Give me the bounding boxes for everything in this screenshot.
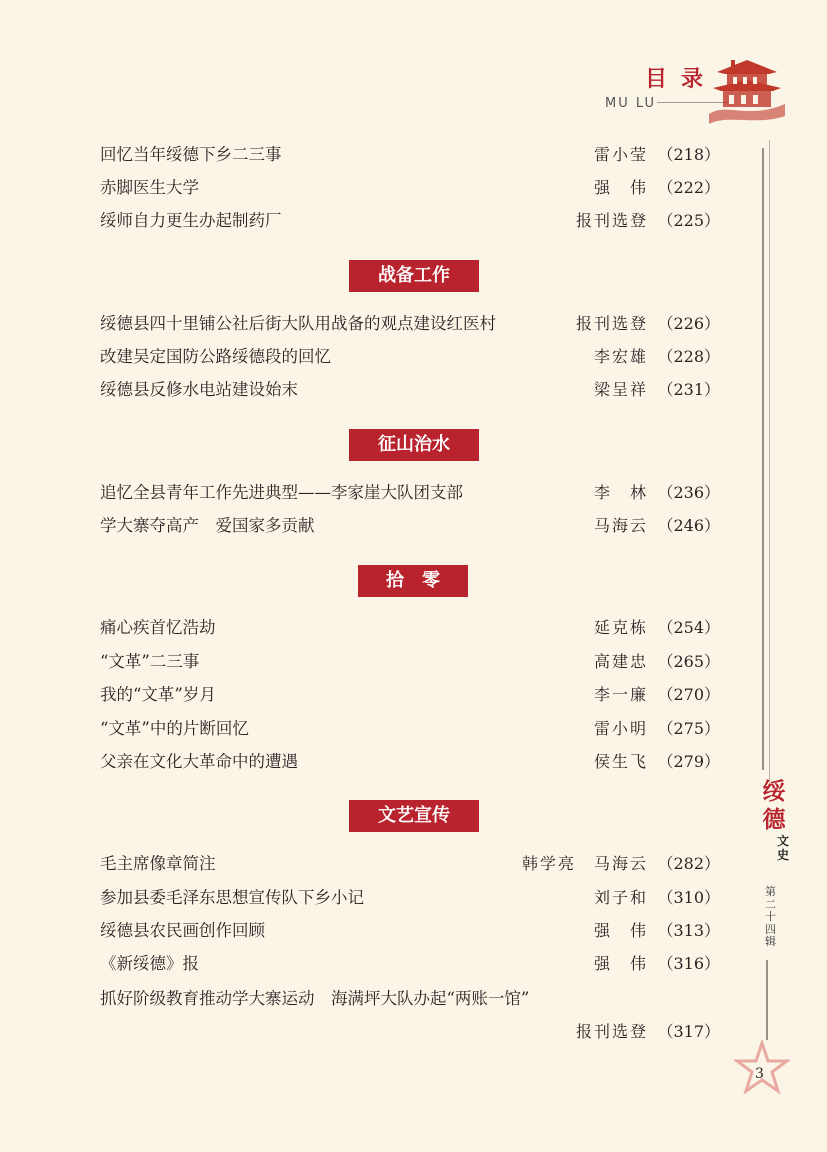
leader-dots — [217, 681, 593, 705]
toc-entry-page: （310） — [657, 887, 720, 907]
page-header — [605, 62, 805, 132]
toc-entry[interactable] — [100, 648, 720, 672]
leader-dots — [250, 715, 593, 739]
leader-dots — [365, 884, 593, 908]
toc-entry-title: 痛心疾首忆浩劫 — [100, 618, 216, 637]
toc-entry-title: 抓好阶级教育推动学大寨运动 海满坪大队办起“两账一馆” — [100, 989, 530, 1008]
book-title: 绥德 — [762, 778, 786, 833]
toc-entry[interactable] — [100, 310, 720, 334]
leader-dots — [464, 479, 593, 503]
toc-entry[interactable] — [100, 917, 720, 941]
leader-dots — [101, 1018, 575, 1042]
leader-dots — [299, 748, 593, 772]
toc-entry-author: 延克栋 — [593, 617, 648, 637]
margin-rule — [762, 148, 764, 770]
toc-entry-author: 高建忠 — [593, 651, 648, 671]
toc-entry[interactable] — [100, 950, 720, 974]
toc-entry-title: 学大寨夺高产 爱国家多贡献 — [100, 516, 315, 535]
toc-entry-page: （246） — [657, 515, 720, 535]
toc-entry-author: 报刊选登 — [575, 1021, 648, 1041]
leader-dots — [217, 614, 593, 638]
section-heading: 文艺宣传 — [349, 800, 479, 832]
leader-dots — [266, 917, 593, 941]
section-heading: 拾 零 — [358, 565, 468, 597]
toc-entry-title: “文革”中的片断回忆 — [100, 719, 249, 738]
toc-entry-page: （231） — [657, 379, 720, 399]
toc-entry-author: 强 伟 — [593, 920, 648, 940]
toc-entry-title: 回忆当年绥德下乡二三事 — [100, 145, 282, 164]
toc-entry-page: （225） — [657, 210, 720, 230]
leader-dots — [283, 207, 575, 231]
toc-entry-page: （317） — [657, 1021, 720, 1041]
toc-entry-continuation[interactable] — [100, 1018, 720, 1042]
toc-entry-author: 侯生飞 — [593, 751, 648, 771]
leader-dots — [283, 141, 593, 165]
toc-entry[interactable] — [100, 479, 720, 503]
leader-dots — [200, 648, 593, 672]
toc-entry-title: 追忆全县青年工作先进典型——李家崖大队团支部 — [100, 483, 463, 502]
toc-entry-page: （279） — [657, 751, 720, 771]
toc-entry-page: （313） — [657, 920, 720, 940]
toc-entry-title: 绥德县反修水电站建设始末 — [100, 380, 298, 399]
toc-entry-title: “文革”二三事 — [100, 652, 200, 671]
section-heading: 战备工作 — [349, 260, 479, 292]
toc-entry-title: 《新绥德》报 — [100, 954, 199, 973]
toc-entry[interactable] — [100, 884, 720, 908]
toc-entry-title: 参加县委毛泽东思想宣传队下乡小记 — [100, 888, 364, 907]
header-title: 目录 — [645, 66, 718, 92]
toc-entry-author: 报刊选登 — [575, 313, 648, 333]
toc-entry[interactable] — [100, 141, 720, 165]
toc-entry-page: （254） — [657, 617, 720, 637]
book-subtitle: 文史 — [777, 834, 790, 862]
leader-dots — [316, 512, 593, 536]
toc-entry[interactable] — [100, 376, 720, 400]
toc-entry-author: 李宏雄 — [593, 346, 648, 366]
toc-entry-page: （270） — [657, 684, 720, 704]
page-number: 3 — [755, 1066, 764, 1082]
leader-dots — [200, 174, 593, 198]
toc-entry[interactable] — [100, 207, 720, 231]
toc-entry[interactable] — [100, 512, 720, 536]
toc-entry-title: 改建吴定国防公路绥德段的回忆 — [100, 347, 331, 366]
toc-entry[interactable] — [100, 174, 720, 198]
toc-entry-page: （226） — [657, 313, 720, 333]
toc-entry-author: 雷小明 — [593, 718, 648, 738]
toc-entry-title: 赤脚医生大学 — [100, 178, 199, 197]
toc-entry-page: （236） — [657, 482, 720, 502]
toc-entry-page: （275） — [657, 718, 720, 738]
toc-entry-title: 绥德县农民画创作回顾 — [100, 921, 265, 940]
toc-entry-title: 父亲在文化大革命中的遭遇 — [100, 752, 298, 771]
toc-entry[interactable] — [100, 748, 720, 772]
toc-entry-page: （265） — [657, 651, 720, 671]
toc-entry[interactable] — [100, 850, 720, 874]
toc-entry-page: （316） — [657, 953, 720, 973]
toc-entry-page: （218） — [657, 144, 720, 164]
leader-dots — [217, 850, 521, 874]
leader-dots — [497, 310, 575, 334]
toc-entry[interactable] — [100, 614, 720, 638]
toc-entry-title: 绥德县四十里铺公社后街大队用战备的观点建设红医村 — [100, 314, 496, 333]
toc-entry-author: 梁呈祥 — [593, 379, 648, 399]
issue-label: 第二十四辑 — [765, 885, 776, 948]
header-subtitle: MU LU — [605, 96, 656, 111]
pavilion-icon — [707, 54, 787, 129]
toc-entry-author: 强 伟 — [593, 177, 648, 197]
toc-entry-title: 毛主席像章简注 — [100, 854, 216, 873]
toc-entry-page: （222） — [657, 177, 720, 197]
toc-entry-author: 强 伟 — [593, 953, 648, 973]
margin-rule — [769, 140, 770, 780]
book-title-vertical — [757, 778, 791, 958]
toc-entry[interactable] — [100, 985, 720, 1009]
toc-entry-author: 报刊选登 — [575, 210, 648, 230]
leader-dots — [332, 343, 593, 367]
toc-entry[interactable] — [100, 715, 720, 739]
toc-entry-page: （228） — [657, 346, 720, 366]
section-heading: 征山治水 — [349, 429, 479, 461]
toc-entry-author: 李一廉 — [593, 684, 648, 704]
toc-entry-author: 李 林 — [593, 482, 648, 502]
toc-entry[interactable] — [100, 681, 720, 705]
margin-rule — [766, 960, 768, 1040]
toc-entry-page: （282） — [657, 853, 720, 873]
toc-entry-author: 雷小莹 — [593, 144, 648, 164]
leader-dots — [299, 376, 593, 400]
toc-entry-title: 我的“文革”岁月 — [100, 685, 216, 704]
toc-entry-author: 马海云 — [593, 515, 648, 535]
toc-entry-author: 刘子和 — [593, 887, 648, 907]
leader-dots — [200, 950, 593, 974]
toc-entry-title: 绥师自力更生办起制药厂 — [100, 211, 282, 230]
toc-entry-author: 韩学亮 马海云 — [521, 853, 648, 873]
toc-entry[interactable] — [100, 343, 720, 367]
